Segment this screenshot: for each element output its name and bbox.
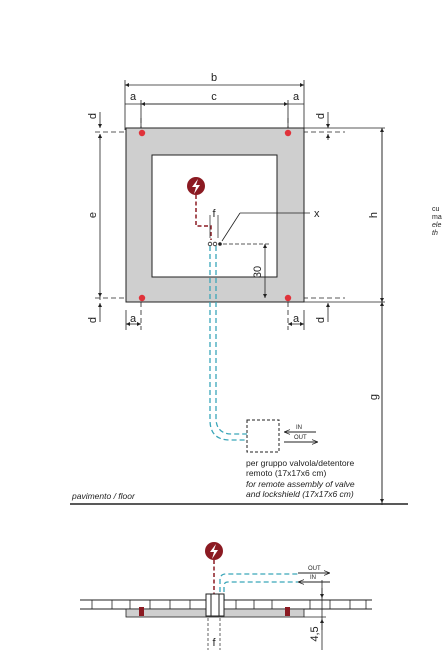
dimension-d-bottom-left: d [87, 316, 99, 324]
dimension-c [125, 91, 304, 130]
dimension-a-bottom [126, 310, 304, 330]
remote-note [246, 458, 355, 499]
flow-in-section-label: IN [310, 575, 316, 581]
floor-line [70, 491, 408, 504]
dimension-c-label: c [211, 91, 217, 103]
lightning-bolt-icon-section [205, 542, 223, 560]
dimension-a-top-right: a [292, 91, 300, 103]
remote-assembly-box [247, 420, 279, 452]
fixing-point-bottom-left [139, 295, 145, 301]
dimension-e [87, 134, 100, 297]
fixing-point-section-right [285, 607, 290, 616]
fixing-point-top-left [139, 130, 145, 136]
dimension-d-top-right: d [315, 112, 327, 120]
lightning-bolt-icon [187, 177, 205, 195]
label-x: x [314, 208, 320, 220]
dimension-f-section-label: f [212, 637, 216, 649]
plan-view [70, 72, 442, 505]
remote-note-it-line1: per gruppo valvola/detentore [246, 458, 355, 468]
dimension-4-5-label: 4,5 [309, 626, 321, 642]
dimension-a-bottom-right: a [292, 313, 300, 325]
side-note-line2: ma [432, 214, 442, 221]
water-pipe-out-section [220, 574, 298, 600]
dimension-h [300, 128, 385, 302]
dimension-f-section [208, 618, 220, 650]
flow-in-section [298, 575, 330, 582]
fixing-point-section-left [139, 607, 144, 616]
fixing-point-top-right [285, 130, 291, 136]
side-note-line3: ele [432, 222, 442, 229]
water-pipe-in-section [224, 582, 298, 600]
section-view [80, 542, 372, 650]
dimension-4-5 [304, 580, 326, 650]
dimension-a-bottom-left: a [129, 313, 137, 325]
dimension-h-label: h [368, 211, 380, 219]
dimension-g-label: g [368, 393, 380, 401]
side-note [432, 206, 442, 237]
flow-out-section [298, 566, 330, 573]
connection-points [208, 242, 222, 246]
fixing-point-bottom-right [285, 295, 291, 301]
flow-out-label: OUT [294, 435, 307, 441]
floor-slab-section [80, 594, 372, 617]
remote-note-en-line1: for remote assembly of valve [246, 479, 355, 489]
dimension-e-label: e [87, 211, 99, 219]
floor-label: pavimento / floor [72, 491, 135, 501]
side-note-line4: th [432, 230, 438, 237]
remote-note-en-line2: and lockshield (17x17x6 cm) [246, 489, 354, 499]
flow-in [284, 425, 316, 432]
flow-out-section-label: OUT [308, 566, 321, 572]
flow-in-label: IN [296, 425, 302, 431]
dimension-b-label: b [210, 72, 218, 84]
remote-note-it-line2: remoto (17x17x6 cm) [246, 468, 327, 478]
dimension-d-top-left: d [87, 112, 99, 120]
dimension-f-label: f [212, 208, 216, 220]
side-note-line1: cu [432, 206, 440, 213]
dimension-d-bottom-right: d [315, 316, 327, 324]
flow-out [284, 435, 318, 442]
dimension-a-top-left: a [129, 91, 137, 103]
dimension-30-label: 30 [252, 265, 264, 279]
dimension-g [368, 302, 382, 503]
